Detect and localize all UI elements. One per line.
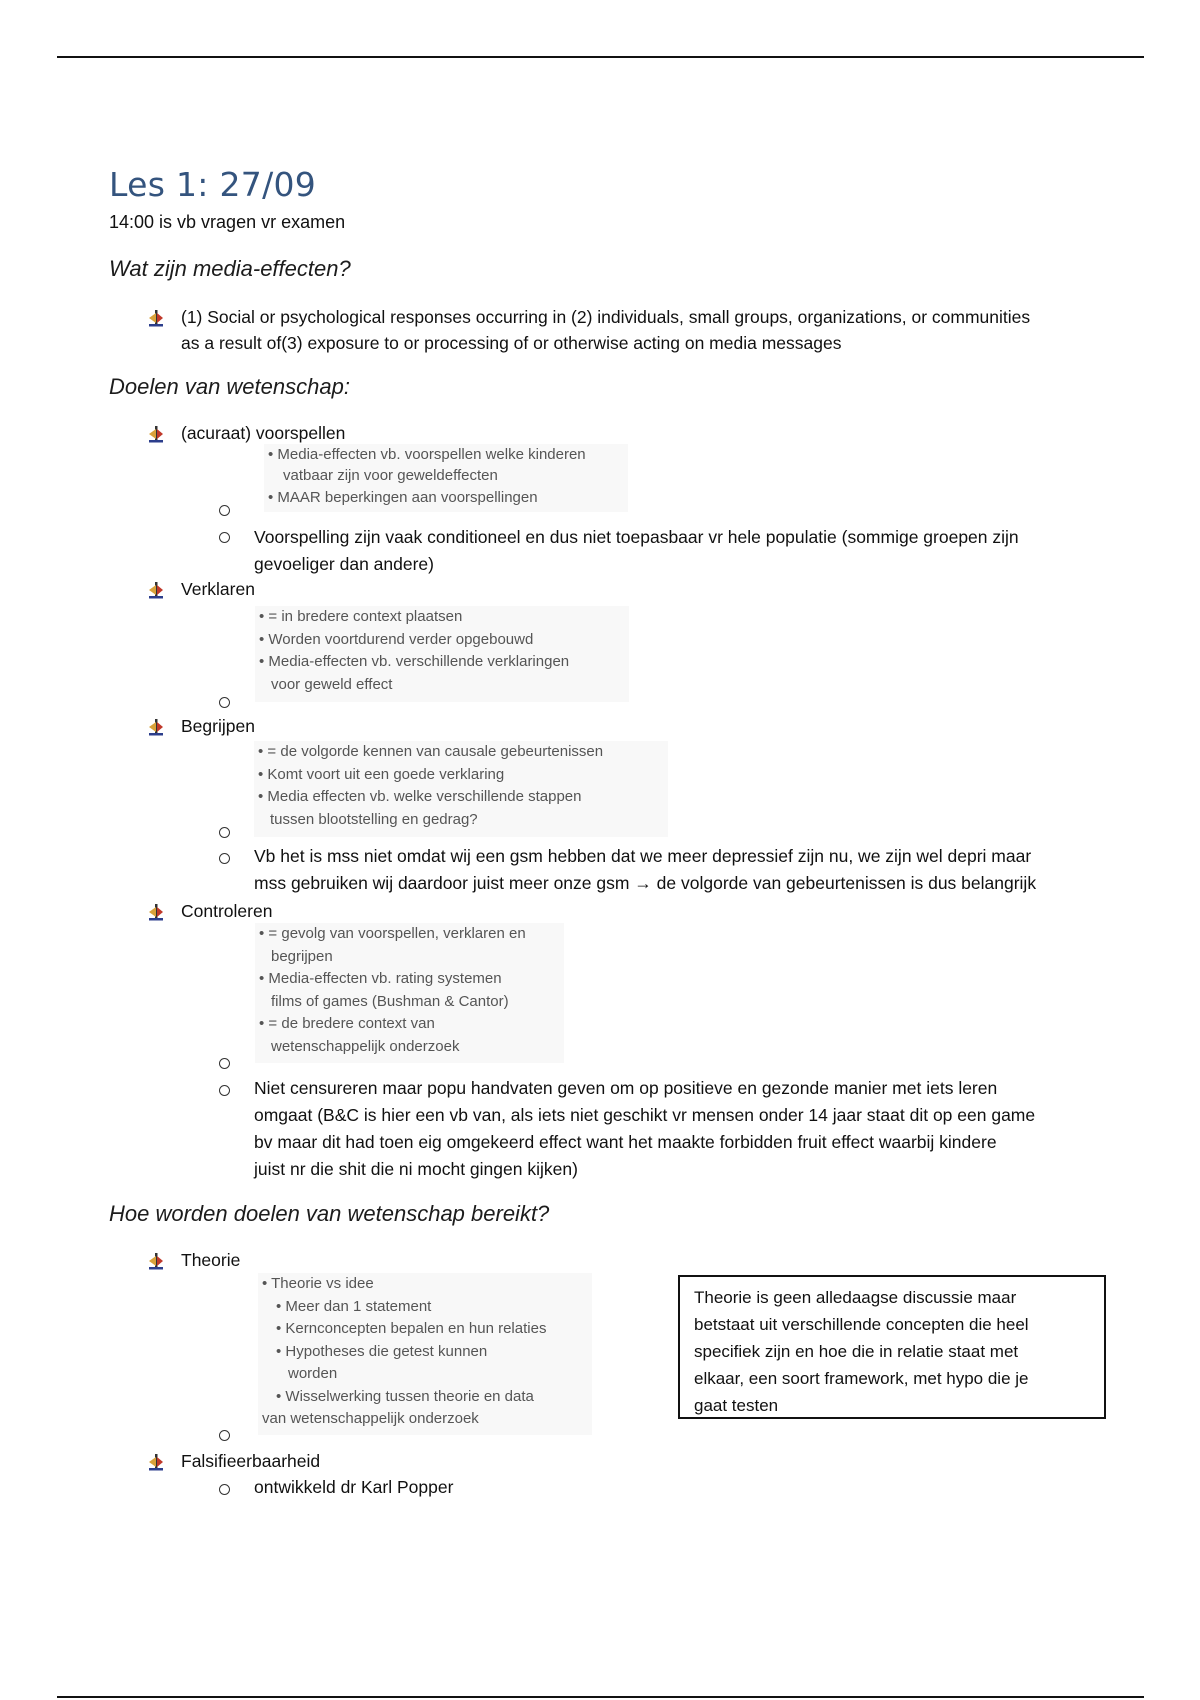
circle-bullet-icon (219, 853, 230, 864)
theory-note-box (678, 1275, 1106, 1419)
note-text (254, 1075, 1084, 1183)
note-line: juist nr die shit die ni mocht gingen kijken) (254, 1159, 578, 1179)
slide-line: • Media-effecten vb. voorspellen welke kinderen (268, 446, 586, 463)
slide-line: • Hypotheses die getest kunnen (276, 1342, 488, 1360)
slide-line: vatbaar zijn voor geweldeffecten (283, 466, 498, 484)
circle-bullet-icon (219, 827, 230, 838)
slide-line: • = de volgorde kennen van causale gebeurtenissen (258, 743, 604, 760)
slide-line: • Media-effecten vb. verschillende verklaringen (259, 653, 570, 670)
list-item-label: Begrijpen (181, 716, 255, 736)
box-line: gaat testen (694, 1396, 779, 1415)
note-text (254, 1474, 1084, 1501)
slide-excerpt (255, 923, 564, 1063)
bullet-icon (148, 581, 164, 599)
note-text (254, 843, 1084, 897)
slide-line: wetenschappelijk onderzoek (271, 1037, 460, 1055)
top-rule (57, 56, 1144, 58)
list-item (181, 304, 1030, 356)
bullet-icon (148, 425, 164, 443)
note-line: gevoeliger dan andere) (254, 554, 434, 574)
slide-excerpt (254, 741, 668, 837)
subtitle: 14:00 is vb vragen vr examen (109, 212, 346, 232)
slide-line: films of games (Bushman & Cantor) (271, 992, 509, 1010)
slide-line: • = in bredere context plaatsen (259, 608, 463, 625)
circle-bullet-icon (219, 1430, 230, 1441)
slide-line: • Media effecten vb. welke verschillende stappen (258, 788, 582, 805)
list-item-label: Verklaren (181, 579, 255, 599)
slide-excerpt (255, 606, 629, 702)
slide-line: tussen blootstelling en gedrag? (270, 810, 478, 828)
list-item-label: Controleren (181, 901, 273, 921)
note-line: mss gebruiken wij daardoor juist meer onze gsm → de volgorde van gebeurtenissen is dus belangrijk (254, 873, 1037, 893)
circle-bullet-icon (219, 505, 230, 516)
list-item-line: as a result of(3) exposure to or processing of or otherwise acting on media messages (181, 333, 842, 353)
circle-bullet-icon (219, 697, 230, 708)
box-line: specifiek zijn en hoe die in relatie staat met (694, 1342, 1019, 1361)
slide-line: • = gevolg van voorspellen, verklaren en (259, 925, 526, 942)
slide-excerpt (264, 444, 628, 512)
slide-line: voor geweld effect (271, 675, 393, 693)
box-line: Theorie is geen alledaagse discussie maar (694, 1288, 1017, 1307)
circle-bullet-icon (219, 1085, 230, 1096)
bottom-rule (57, 1696, 1144, 1698)
slide-line: • Wisselwerking tussen theorie en data (276, 1387, 534, 1405)
slide-excerpt (258, 1273, 592, 1435)
note-line: omgaat (B&C is hier een vb van, als iets niet geschikt vr mensen onder 14 jaar staat dit op een game (254, 1105, 1036, 1125)
circle-bullet-icon (219, 1484, 230, 1495)
slide-line: • Worden voortdurend verder opgebouwd (259, 630, 534, 648)
note-line: Voorspelling zijn vaak conditioneel en dus niet toepasbaar vr hele populatie (sommige groepen zijn (254, 527, 1019, 547)
slide-line: • Komt voort uit een goede verklaring (258, 765, 505, 783)
slide-line: begrijpen (271, 947, 333, 965)
slide-line: • Kernconcepten bepalen en hun relaties (276, 1320, 547, 1337)
slide-line: • Theorie vs idee (262, 1275, 374, 1292)
slide-line: • MAAR beperkingen aan voorspellingen (268, 489, 538, 506)
section-heading: Wat zijn media-effecten? (109, 256, 351, 281)
slide-line: worden (288, 1365, 338, 1382)
list-item-label: Theorie (181, 1250, 241, 1270)
bullet-icon (148, 718, 164, 736)
page-title: Les 1: 27/09 (109, 165, 317, 204)
slide-line: • Media-effecten vb. rating systemen (259, 970, 502, 987)
box-line: betstaat uit verschillende concepten die heel (694, 1315, 1029, 1334)
note-line: bv maar dit had toen eig omgekeerd effect want het maakte forbidden fruit effect waarbij kindere (254, 1132, 997, 1152)
list-item-label: Falsifieerbaarheid (181, 1451, 321, 1471)
slide-line: • = de bredere context van (259, 1015, 435, 1032)
list-item-label: (acuraat) voorspellen (181, 423, 346, 443)
bullet-icon (148, 1453, 164, 1471)
circle-bullet-icon (219, 1058, 230, 1069)
bullet-icon (148, 309, 164, 327)
note-line: Niet censureren maar popu handvaten geven om op positieve en gezonde manier met iets leren (254, 1078, 998, 1098)
bullet-icon (148, 1252, 164, 1270)
box-line: elkaar, een soort framework, met hypo die je (694, 1369, 1029, 1388)
section-heading: Doelen van wetenschap: (109, 374, 350, 399)
note-line: ontwikkeld dr Karl Popper (254, 1477, 454, 1497)
list-item-line: (1) Social or psychological responses occurring in (2) individuals, small groups, organizations, or communities (181, 307, 1031, 327)
slide-line: • Meer dan 1 statement (276, 1297, 432, 1315)
note-line: Vb het is mss niet omdat wij een gsm hebben dat we meer depressief zijn nu, we zijn wel depri maar (254, 846, 1032, 866)
bullet-icon (148, 903, 164, 921)
circle-bullet-icon (219, 532, 230, 543)
slide-line: van wetenschappelijk onderzoek (262, 1410, 479, 1427)
note-text (254, 524, 1084, 578)
section-heading: Hoe worden doelen van wetenschap bereikt? (109, 1201, 550, 1226)
